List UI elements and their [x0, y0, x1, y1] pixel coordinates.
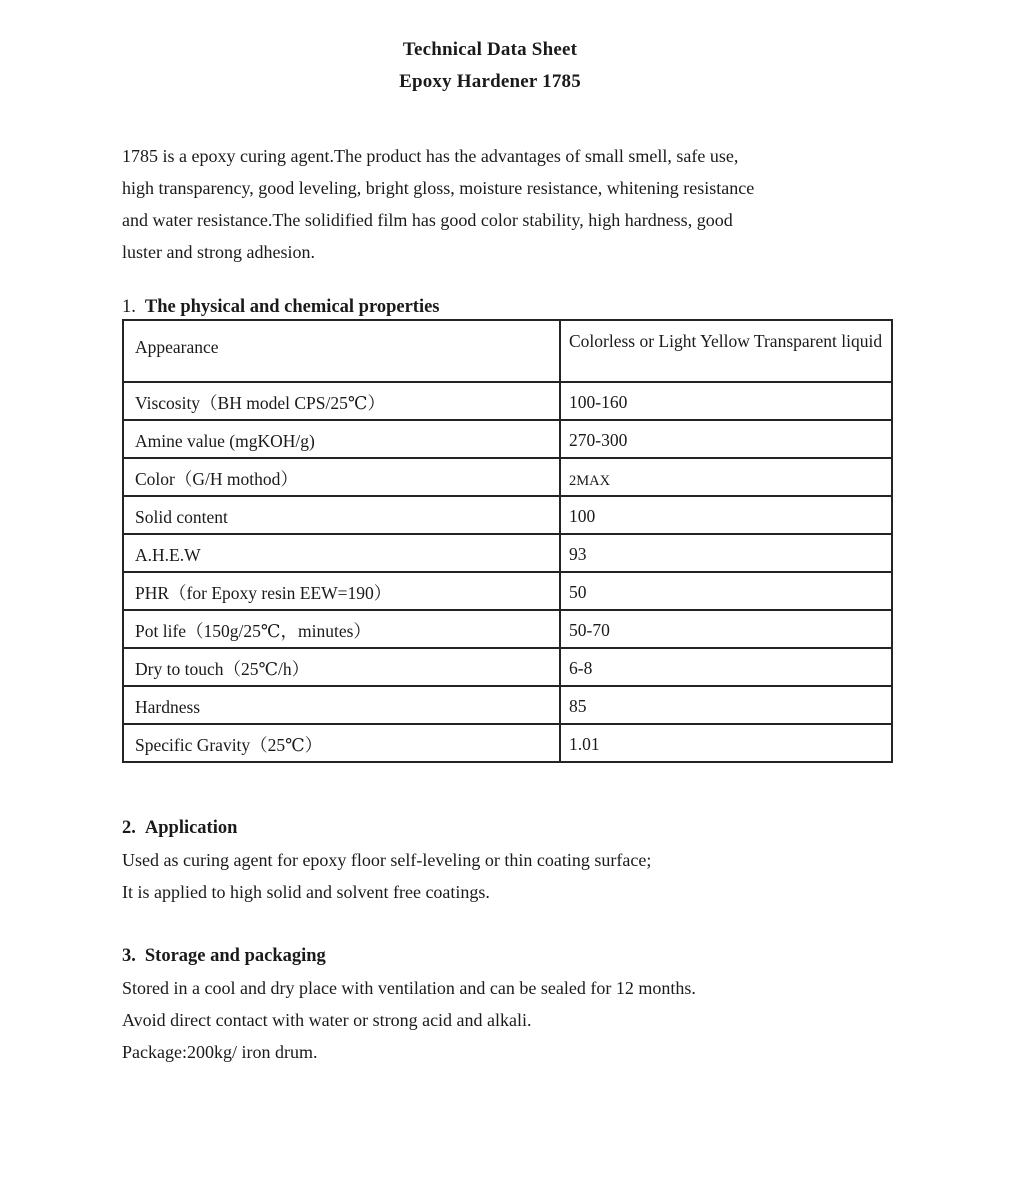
title-line-1: Technical Data Sheet [402, 39, 578, 60]
table-row [123, 496, 892, 534]
value-cell: 2MAX [560, 458, 892, 496]
value-cell: 50-70 [560, 610, 892, 648]
value-cell: 270-300 [560, 420, 892, 458]
section-heading-text: Storage and packaging [144, 946, 326, 966]
value-cell: Colorless or Light Yellow Transparent liquid [560, 320, 892, 382]
paragraph-line: Stored in a cool and dry place with ventilation and can be sealed for 12 months. [122, 978, 696, 998]
property-cell: Color（G/H mothod） [123, 458, 560, 496]
table-row [123, 320, 892, 382]
paragraph-line: Used as curing agent for epoxy floor self-leveling or thin coating surface; [122, 850, 652, 870]
section-heading-text: The physical and chemical properties [144, 297, 440, 317]
paragraph-line: and water resistance.The solidified film has good color stability, high hardness, good [122, 210, 733, 230]
section-application [122, 812, 893, 908]
document-title [122, 34, 858, 98]
property-cell: Appearance [123, 320, 560, 382]
property-cell: Dry to touch（25℃/h） [123, 648, 560, 686]
value-cell: 6-8 [560, 648, 892, 686]
table-row [123, 458, 892, 496]
property-cell: A.H.E.W [123, 534, 560, 572]
section-storage-heading [122, 940, 893, 972]
section-storage [122, 940, 893, 1068]
table-row [123, 686, 892, 724]
storage-body [122, 972, 893, 1068]
section-number: 2. [122, 818, 136, 838]
property-cell: Solid content [123, 496, 560, 534]
property-cell: Viscosity（BH model CPS/25℃） [123, 382, 560, 420]
property-cell: Specific Gravity（25℃） [123, 724, 560, 762]
property-cell: Hardness [123, 686, 560, 724]
property-cell: Pot life（150g/25℃，minutes） [123, 610, 560, 648]
value-cell: 50 [560, 572, 892, 610]
properties-table [122, 319, 893, 763]
property-cell: Amine value (mgKOH/g) [123, 420, 560, 458]
table-row [123, 572, 892, 610]
intro-paragraph [122, 140, 893, 268]
paragraph-line: high transparency, good leveling, bright gloss, moisture resistance, whitening resistance [122, 178, 755, 198]
paragraph-line: It is applied to high solid and solvent free coatings. [122, 882, 490, 902]
paragraph-line: 1785 is a epoxy curing agent.The product has the advantages of small smell, safe use, [122, 146, 739, 166]
value-cell: 100-160 [560, 382, 892, 420]
application-body [122, 844, 893, 908]
paragraph-line: Avoid direct contact with water or strong acid and alkali. [122, 1010, 532, 1030]
section-heading-text: Application [144, 818, 238, 838]
section-number: 1. [122, 297, 136, 317]
table-row [123, 610, 892, 648]
section-application-heading [122, 812, 893, 844]
title-line-2: Epoxy Hardener 1785 [399, 71, 581, 92]
property-cell: PHR（for Epoxy resin EEW=190） [123, 572, 560, 610]
value-cell: 100 [560, 496, 892, 534]
paragraph-line: Package:200kg/ iron drum. [122, 1042, 318, 1062]
paragraph-line: luster and strong adhesion. [122, 242, 315, 262]
table-row [123, 382, 892, 420]
table-row [123, 648, 892, 686]
section-number: 3. [122, 946, 136, 966]
value-cell: 93 [560, 534, 892, 572]
table-row [123, 724, 892, 762]
section-properties [122, 295, 893, 763]
table-row [123, 534, 892, 572]
table-row [123, 420, 892, 458]
value-cell: 1.01 [560, 724, 892, 762]
section-properties-heading [122, 295, 893, 319]
value-cell: 85 [560, 686, 892, 724]
